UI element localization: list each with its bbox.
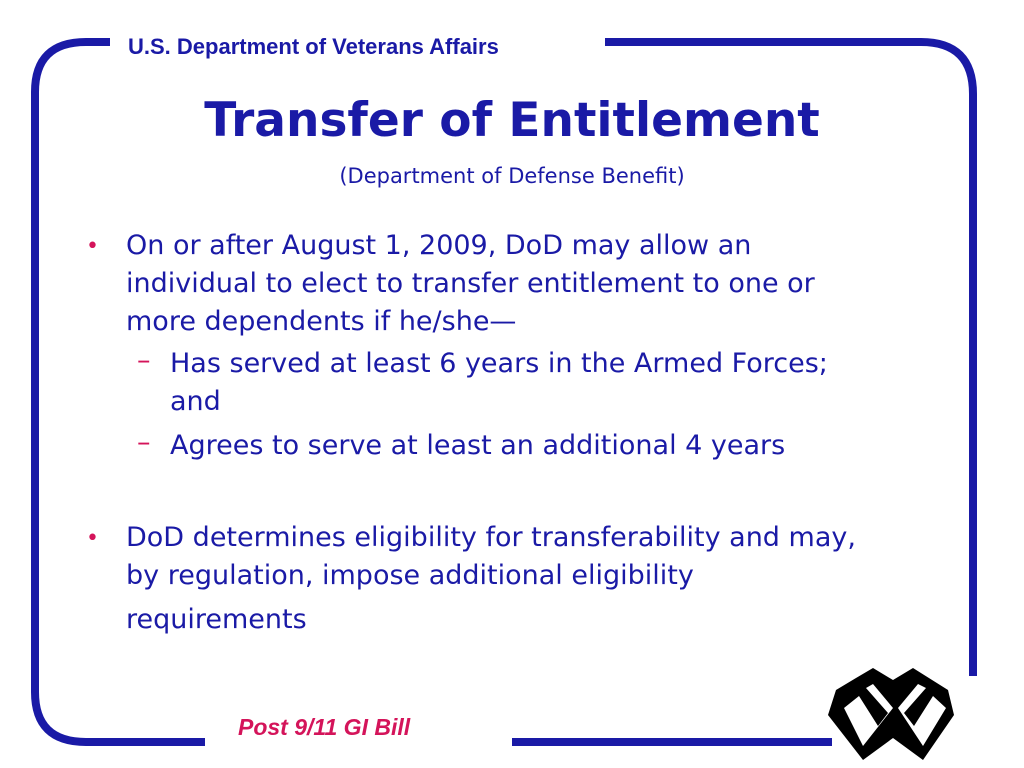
bullet-item [126,519,966,639]
sub-bullet-text-line: Has served at least 6 years in the Armed Forces; [170,348,828,379]
bullet-text-line: more dependents if he/she— [126,306,517,337]
bullet-text-line: DoD determines eligibility for transferability and may, [126,522,856,553]
bullet-marker: • [86,526,99,551]
sub-bullet-marker: – [137,427,151,458]
bullet-text-line: individual to elect to transfer entitlement to one or [126,268,815,299]
sub-bullet-text-line: and [170,386,221,417]
bullet-text-line: On or after August 1, 2009, DoD may allow an [126,230,752,261]
bullet-marker: • [86,234,99,259]
bullet-text-line: requirements [126,604,307,635]
bullet-item [126,227,966,341]
sub-bullet-text-line: Agrees to serve at least an additional 4 years [170,430,786,461]
sub-bullet-item [170,427,960,465]
va-logo-icon [826,668,956,763]
footer-program-name: Post 9/11 GI Bill [238,714,411,740]
slide-subtitle: (Department of Defense Benefit) [339,164,685,188]
bullet-text-line: by regulation, impose additional eligibility [126,560,694,591]
slide-title: Transfer of Entitlement [204,93,820,148]
sub-bullet-marker: – [137,345,151,376]
sub-bullet-item [170,345,960,421]
header-org-name: U.S. Department of Veterans Affairs [128,34,499,59]
